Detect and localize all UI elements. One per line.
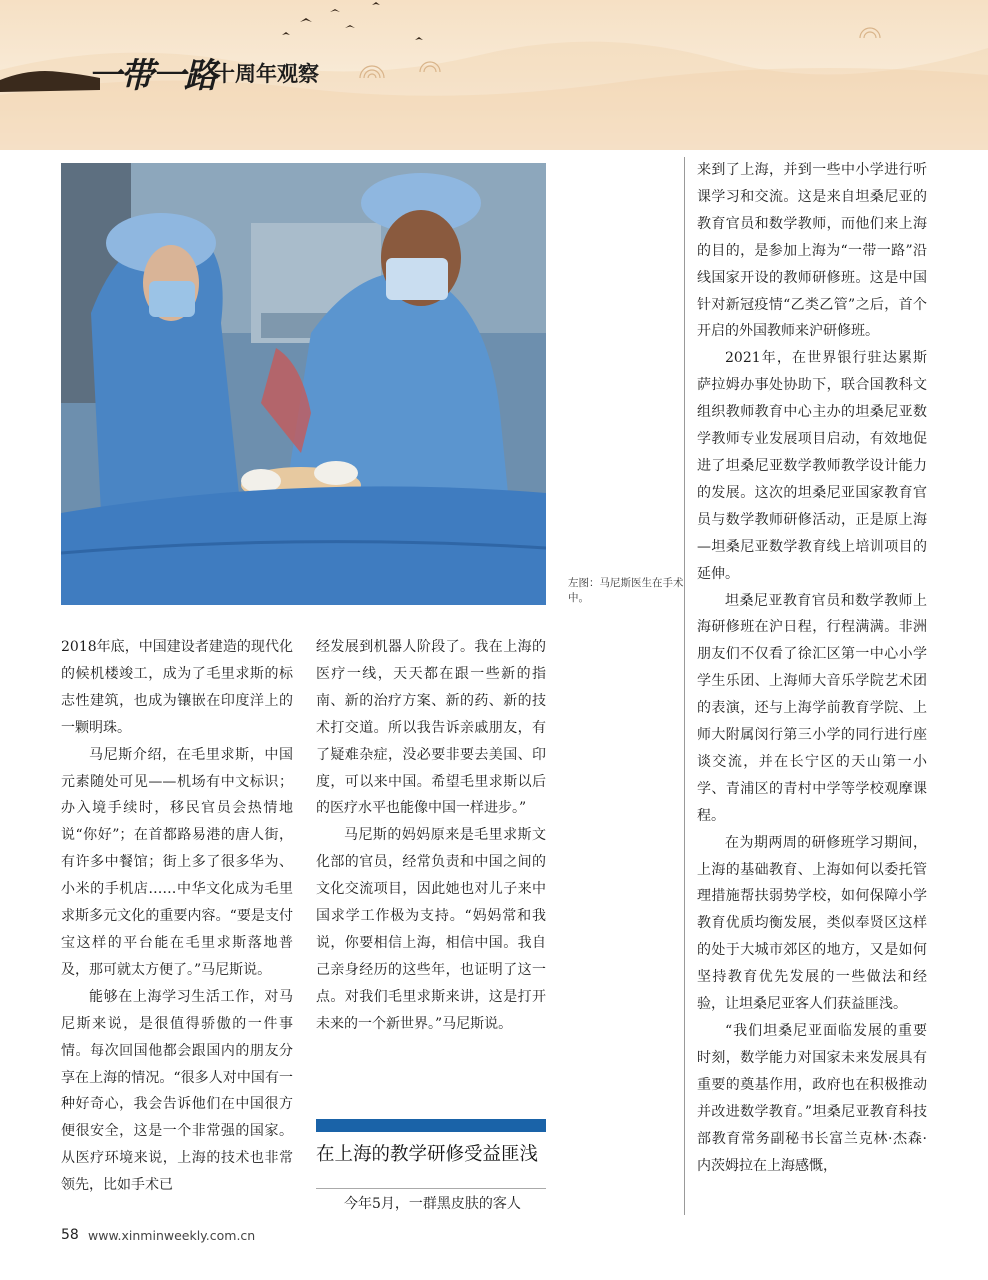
heading-divider bbox=[316, 1188, 546, 1189]
birds-icon bbox=[282, 2, 423, 40]
text-column-1 bbox=[61, 634, 293, 1199]
paragraph: 2018年底，中国建设者建造的现代化的候机楼竣工，成为了毛里求斯的标志性建筑，也成为镶嵌在印度洋上的一颗明珠。 bbox=[61, 639, 293, 736]
text-column-3 bbox=[697, 157, 927, 1179]
paragraph: 能够在上海学习生活工作，对马尼斯来说，是很值得骄傲的一件事情。每次回国他都会跟国内的朋友分享在上海的情况。“很多人对中国有一种好奇心，我会告诉他们在中国很方便很安全，这是一个非常强的国家。从医疗环境来说，上海的技术也非常领先，比如手术已 bbox=[61, 988, 293, 1194]
paragraph: 马尼斯的妈妈原来是毛里求斯文化部的官员，经常负责和中国之间的文化交流项目，因此她也对儿子来中国求学工作极为支持。“妈妈常和我说，你要相信上海，相信中国。我自己亲身经历的这些年，也证明了这一点。对我们毛里求斯来讲，这是打开未来的一个新世界。”马尼斯说。 bbox=[316, 827, 546, 1032]
paragraph: “我们坦桑尼亚面临发展的重要时刻，数学能力对国家未来发展具有重要的奠基作用，政府也在积极推动并改进数学教育。”坦桑尼亚教育科技部教育常务副秘书长富兰克林·杰森·内茨姆拉在上海感慨， bbox=[697, 1023, 927, 1174]
header-banner bbox=[0, 0, 988, 150]
column-divider bbox=[684, 157, 685, 1215]
paragraph: 2021年，在世界银行驻达累斯萨拉姆办事处协助下，联合国教科文组织教师教育中心主办的坦桑尼亚数学教师专业发展项目启动，有效地促进了坦桑尼亚数学教师教学设计能力的发展。这次的坦桑尼亚国家教育官员与数学教师研修活动，正是原上海—坦桑尼亚数学教育线上培训项目的延伸。 bbox=[697, 350, 927, 582]
logo-belt-and-road: 一带一路 bbox=[88, 56, 216, 96]
photo-caption: 左图：马尼斯医生在手术中。 bbox=[568, 577, 684, 604]
paragraph: 经发展到机器人阶段了。我在上海的医疗一线，天天都在跟一些新的指南、新的治疗方案、新的药、新的技术打交道。所以我告诉亲戚朋友，有了疑难杂症，没必要非要去美国、印度，可以来中国。希望毛里求斯以后的医疗水平也能像中国一样进步。” bbox=[316, 639, 546, 817]
text-column-2-continued bbox=[316, 1191, 546, 1218]
paragraph: 坦桑尼亚教育官员和数学教师上海研修班在沪日程，行程满满。非洲朋友们不仅看了徐汇区第一中心小学学生乐团、上海师大音乐学院艺术团的表演，还与上海学前教育学院、上师大附属闵行第三小学的同行进行座谈交流，并在长宁区的天山第一小学、青浦区的青村中学等学校观摩课程。 bbox=[697, 592, 927, 824]
website-url: www.xinminweekly.com.cn bbox=[88, 1228, 256, 1243]
paragraph: 来到了上海，并到一些中小学进行听课学习和交流。这是来自坦桑尼亚的教育官员和数学教师，而他们来上海的目的，是参加上海为“一带一路”沿线国家开设的教师研修班。这是中国针对新冠疫情“乙类乙管”之后，首个开启的外国教师来沪研修班。 bbox=[697, 162, 927, 340]
paragraph: 今年5月，一群黑皮肤的客人 bbox=[344, 1196, 521, 1212]
section-heading: 在上海的教学研修受益匪浅 bbox=[316, 1144, 539, 1165]
text-column-2 bbox=[316, 634, 546, 1038]
column-title: 十周年观察 bbox=[214, 62, 319, 86]
paragraph: 在为期两周的研修班学习期间，上海的基础教育、上海如何以委托管理措施帮扶弱势学校，如何保障小学教育优质均衡发展，类似奉贤区这样的处于大城市郊区的地方，又是如何坚持教育优先发展的一些做法和经验，让坦桑尼亚客人们获益匪浅。 bbox=[697, 834, 927, 1013]
section-heading-bar bbox=[316, 1119, 546, 1132]
surgery-photo bbox=[61, 163, 546, 605]
page-number: 58 bbox=[61, 1227, 79, 1243]
paragraph: 马尼斯介绍，在毛里求斯，中国元素随处可见——机场有中文标识；办入境手续时，移民官员会热情地说“你好”；在首都路易港的唐人街，有许多中餐馆；街上多了很多华为、小米的手机店……中华文化成为毛里求斯多元文化的重要内容。“要是支付宝这样的平台能在毛里求斯落地普及，那可就太方便了。”马尼斯说。 bbox=[61, 746, 293, 978]
